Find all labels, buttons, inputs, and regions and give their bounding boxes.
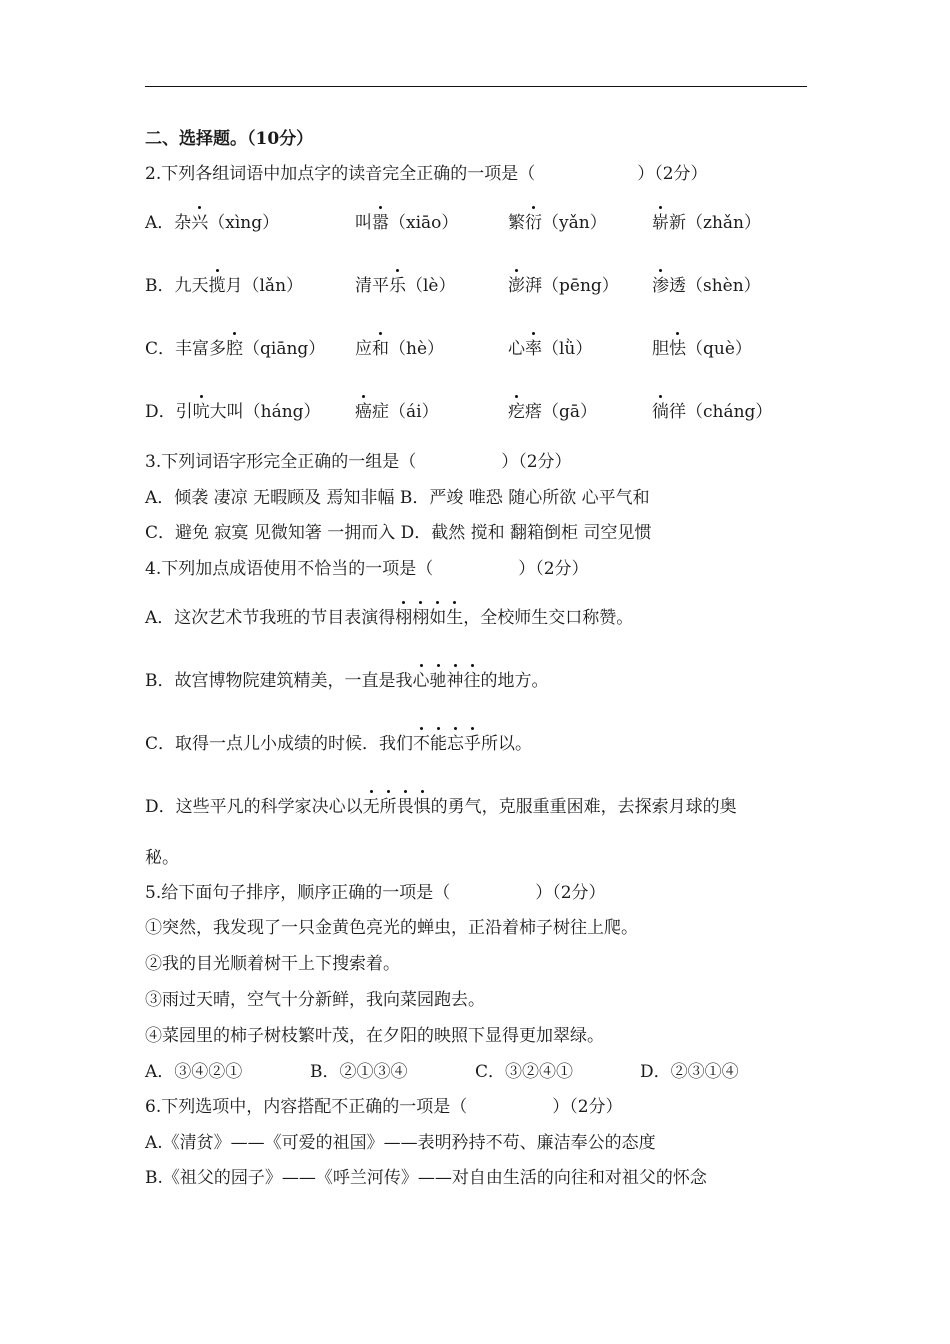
q5-option-b: B．②①③④ <box>310 1062 408 1082</box>
q5-sentence-3: ③雨过天晴，空气十分新鲜，我向菜园跑去。 <box>145 990 485 1010</box>
q2-option-cell: 应和（hè） <box>355 339 445 359</box>
dotted-char: 惧 <box>413 797 431 817</box>
q2-option-cell: 心率（lǜ） <box>508 339 593 359</box>
q4-option-d: D．这些平凡的科学家决心以无所畏惧的勇气，克服重重困难，去探索月球的奥 <box>145 797 737 817</box>
q2-option-cell: B．九天揽月（lǎn） <box>145 276 304 296</box>
dotted-char: 栩 <box>412 608 430 628</box>
q4-option-c: C．取得一点儿小成绩的时候．我们不能忘乎所以。 <box>145 734 533 754</box>
dotted-char: 澎 <box>508 276 525 296</box>
q3-options-line2: C．避免 寂寞 见微知箸 一拥而入 D．截然 搅和 翻箱倒柜 司空见惯 <box>145 523 652 543</box>
dotted-char: 驰 <box>429 671 447 691</box>
dotted-char: 揽 <box>208 276 226 296</box>
dotted-char: 渗 <box>652 276 669 296</box>
dotted-char: 率 <box>525 339 542 359</box>
q2-option-cell: 疙瘩（gā） <box>508 402 598 422</box>
dotted-char: 能 <box>430 734 448 754</box>
q2-option-cell: 清平乐（lè） <box>355 276 456 296</box>
dotted-char: 往 <box>463 671 481 691</box>
dotted-char: 所 <box>379 797 397 817</box>
q4-option-a: A．这次艺术节我班的节目表演得栩栩如生，全校师生交口称赞。 <box>145 608 634 628</box>
dotted-char: 畏 <box>396 797 414 817</box>
q2-option-cell: 叫嚣（xiāo） <box>355 213 459 233</box>
dotted-char: 怯 <box>669 339 686 359</box>
dotted-char: 乐 <box>389 276 406 296</box>
q2-option-cell: 癌症（ái） <box>355 402 439 422</box>
q6-option-b: B.《祖父的园子》——《呼兰河传》——对自由生活的向往和对祖父的怀念 <box>145 1168 707 1188</box>
q6-stem: 6.下列选项中，内容搭配不正确的一项是（ ）（2分） <box>145 1097 623 1117</box>
q2-option-cell: 胆怯（què） <box>652 339 752 359</box>
dotted-char: 心 <box>412 671 430 691</box>
dotted-char: 徜 <box>652 402 669 422</box>
q3-options-line1: A．倾袭 凄凉 无暇顾及 焉知非幅 B．严竣 唯恐 随心所欲 心平气和 <box>145 488 650 508</box>
header-rule <box>145 86 807 87</box>
dotted-char: 如 <box>429 608 447 628</box>
q5-sentence-2: ②我的目光顺着树干上下搜索着。 <box>145 954 400 974</box>
dotted-char: 忘 <box>447 734 465 754</box>
dotted-char: 吭 <box>192 402 210 422</box>
dotted-char: 生 <box>446 608 464 628</box>
dotted-char: 兴 <box>191 213 209 233</box>
q2-option-cell: 崭新（zhǎn） <box>652 213 761 233</box>
q2-stem: 2.下列各组词语中加点字的读音完全正确的一项是（ ）（2分） <box>145 164 708 184</box>
dotted-char: 无 <box>362 797 380 817</box>
dotted-char: 神 <box>446 671 464 691</box>
q4-option-d-continued: 秘。 <box>145 848 179 868</box>
q2-option-cell: A．杂兴（xìng） <box>145 213 280 233</box>
dotted-char: 疙 <box>508 402 525 422</box>
q5-sentence-1: ①突然，我发现了一只金黄色亮光的蝉虫，正沿着柿子树往上爬。 <box>145 918 638 938</box>
q5-option-a: A．③④②① <box>145 1062 243 1082</box>
dotted-char: 栩 <box>395 608 413 628</box>
q2-option-cell: D．引吭大叫（háng） <box>145 402 321 422</box>
q5-stem: 5.给下面句子排序，顺序正确的一项是（ ）（2分） <box>145 883 606 903</box>
q5-sentence-4: ④菜园里的柿子树枝繁叶茂，在夕阳的映照下显得更加翠绿。 <box>145 1026 604 1046</box>
dotted-char: 癌 <box>355 402 372 422</box>
q4-stem: 4.下列加点成语使用不恰当的一项是（ ）（2分） <box>145 559 589 579</box>
dotted-char: 嚣 <box>372 213 389 233</box>
dotted-char: 和 <box>372 339 389 359</box>
q2-option-cell: 渗透（shèn） <box>652 276 761 296</box>
q6-option-a: A.《清贫》——《可爱的祖国》——表明矜持不苟、廉洁奉公的态度 <box>145 1133 656 1153</box>
q3-stem: 3.下列词语字形完全正确的一组是（ ）（2分） <box>145 452 572 472</box>
dotted-char: 乎 <box>464 734 482 754</box>
dotted-char: 腔 <box>226 339 244 359</box>
q4-option-b: B．故宫博物院建筑精美，一直是我心驰神往的地方。 <box>145 671 549 691</box>
q5-option-c: C．③②④① <box>475 1062 574 1082</box>
dotted-char: 崭 <box>652 213 669 233</box>
dotted-char: 不 <box>413 734 431 754</box>
q5-option-d: D．②③①④ <box>640 1062 739 1082</box>
dotted-char: 衍 <box>525 213 542 233</box>
q2-option-cell: 繁衍（yǎn） <box>508 213 607 233</box>
q2-option-cell: C．丰富多腔（qiāng） <box>145 339 326 359</box>
q2-option-cell: 澎湃（pēng） <box>508 276 619 296</box>
q2-option-cell: 徜徉（cháng） <box>652 402 773 422</box>
section-title: 二、选择题。（10分） <box>145 129 314 149</box>
